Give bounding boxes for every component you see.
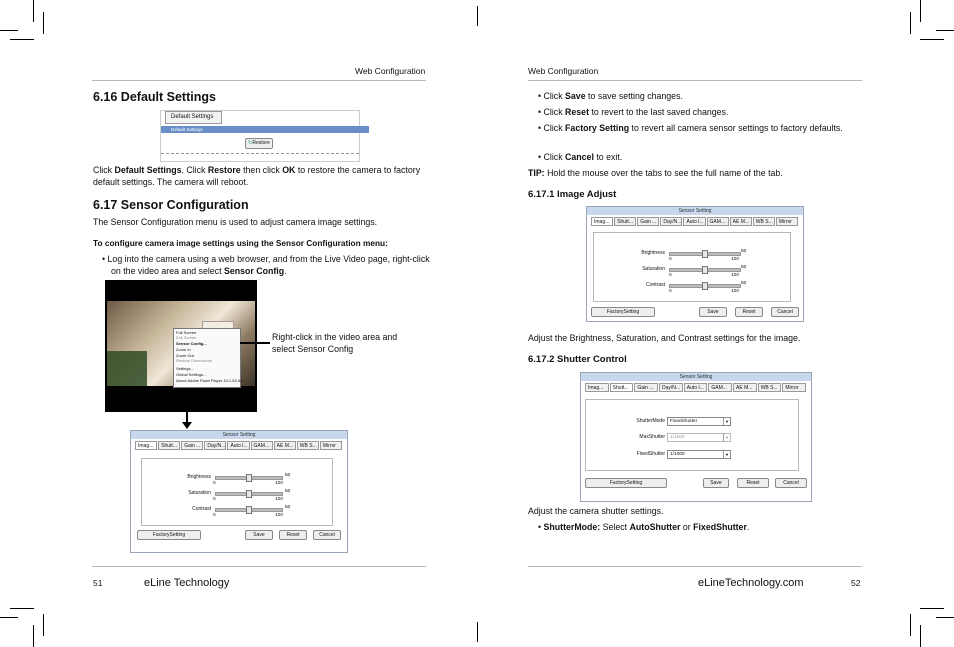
page-number-right: 52	[851, 578, 861, 588]
sensor-setting-window-image: Sensor Setting Imag... Shutt... Gain ... Day/N... Auto I... GAM... AE M... WB S... Mirror Brightness 50 0 100 Saturation 50 0 100 Contrast 50 0 100 FactorySetting Save Reset Cancel	[586, 206, 804, 322]
restore-icon: ↻	[248, 140, 253, 146]
footer-brand-left: eLine Technology	[144, 577, 230, 589]
sensor-setting-window-shutter: Sensor Setting Imag... Shutt... Gain ... Day/N... Auto I... GAM... AE M... WB S... Mirror ShutterMode FixedShutter ▼ MaxShutter 1/1000 ▼ FixedShutter 1/1000 ▼ FactorySetting Save Reset Cancel	[580, 372, 812, 502]
bullet-login: • Log into the camera using a web browser, and from the Live Video page, right-click on the video area and select Sensor Config.	[102, 254, 430, 276]
restore-button: ↻Restore	[245, 138, 273, 149]
footer-url-right: eLineTechnology.com	[698, 577, 804, 589]
paragraph-6-17: The Sensor Configuration menu is used to adjust camera image settings.	[93, 217, 378, 227]
plant-image	[107, 351, 147, 386]
tip-text: TIP: Hold the mouse over the tabs to see the full name of the tab.	[528, 168, 783, 178]
default-settings-screenshot	[160, 110, 360, 162]
live-video-screenshot	[105, 280, 257, 412]
chevron-down-icon: ▼	[723, 434, 730, 441]
callout-line	[240, 342, 270, 344]
paragraph-image-adjust: Adjust the Brightness, Saturation, and Contrast settings for the image.	[528, 333, 801, 343]
section-title-6-17: 6.17 Sensor Configuration	[93, 198, 249, 212]
bullet-icon: •	[538, 123, 544, 133]
page-header: Web Configuration	[355, 66, 426, 76]
bullet-cancel: • Click Cancel to exit.	[538, 152, 623, 162]
callout-text: Right-click in the video area and select Sensor Config	[272, 332, 398, 354]
bullet-icon: •	[538, 107, 544, 117]
context-menu: Full Screen Exit Screen Sensor Config... Zoom In Zoom Out Restore Dimensions Settings... Global Settings... About Adobe Flash Player 10.1.53.51...	[173, 328, 241, 388]
section-title-6-16: 6.16 Default Settings	[93, 90, 216, 104]
bullet-icon: •	[538, 152, 544, 162]
shuttermode-select: FixedShutter ▼	[667, 417, 731, 426]
section-title-shutter: 6.17.2 Shutter Control	[528, 354, 627, 365]
bullet-shuttermode: • ShutterMode: Select AutoShutter or FixedShutter.	[538, 522, 750, 532]
bullet-icon: •	[102, 254, 108, 264]
paragraph-shutter: Adjust the camera shutter settings.	[528, 506, 664, 516]
chevron-down-icon: ▼	[723, 418, 730, 425]
howto-title: To configure camera image settings using the Sensor Configuration menu:	[93, 238, 388, 248]
bullet-save: • Click Save to save setting changes.	[538, 91, 683, 101]
sensor-setting-window-left: Sensor Setting Imag... Shutt... Gain ... Day/N... Auto I... GAM... AE M... WB S... Mirror Brightness 50 0 100 Saturation 50 0 100 Contrast 50 0 100 FactorySetting Save Reset Cancel	[130, 430, 348, 553]
paragraph-6-16: Click Default Settings. Click Restore then click OK to restore the camera to factory default settings. The camera will reboot.	[93, 165, 421, 187]
section-title-image-adjust: 6.17.1 Image Adjust	[528, 189, 617, 200]
page-header-right: Web Configuration	[528, 66, 599, 76]
default-settings-tab: Default Settings	[165, 111, 222, 124]
maxshutter-select: 1/1000 ▼	[667, 433, 731, 442]
default-settings-bar: Default Settings	[161, 126, 369, 133]
bullet-factory: • Click Factory Setting to revert all camera sensor settings to factory defaults.	[538, 123, 843, 133]
bullet-icon: •	[538, 91, 544, 101]
fixedshutter-select: 1/1000 ▼	[667, 450, 731, 459]
page-number-left: 51	[93, 578, 103, 588]
bullet-icon: •	[538, 522, 544, 532]
arrowhead-icon	[182, 422, 192, 429]
bullet-reset: • Click Reset to revert to the last saved changes.	[538, 107, 729, 117]
chevron-down-icon: ▼	[723, 451, 730, 458]
